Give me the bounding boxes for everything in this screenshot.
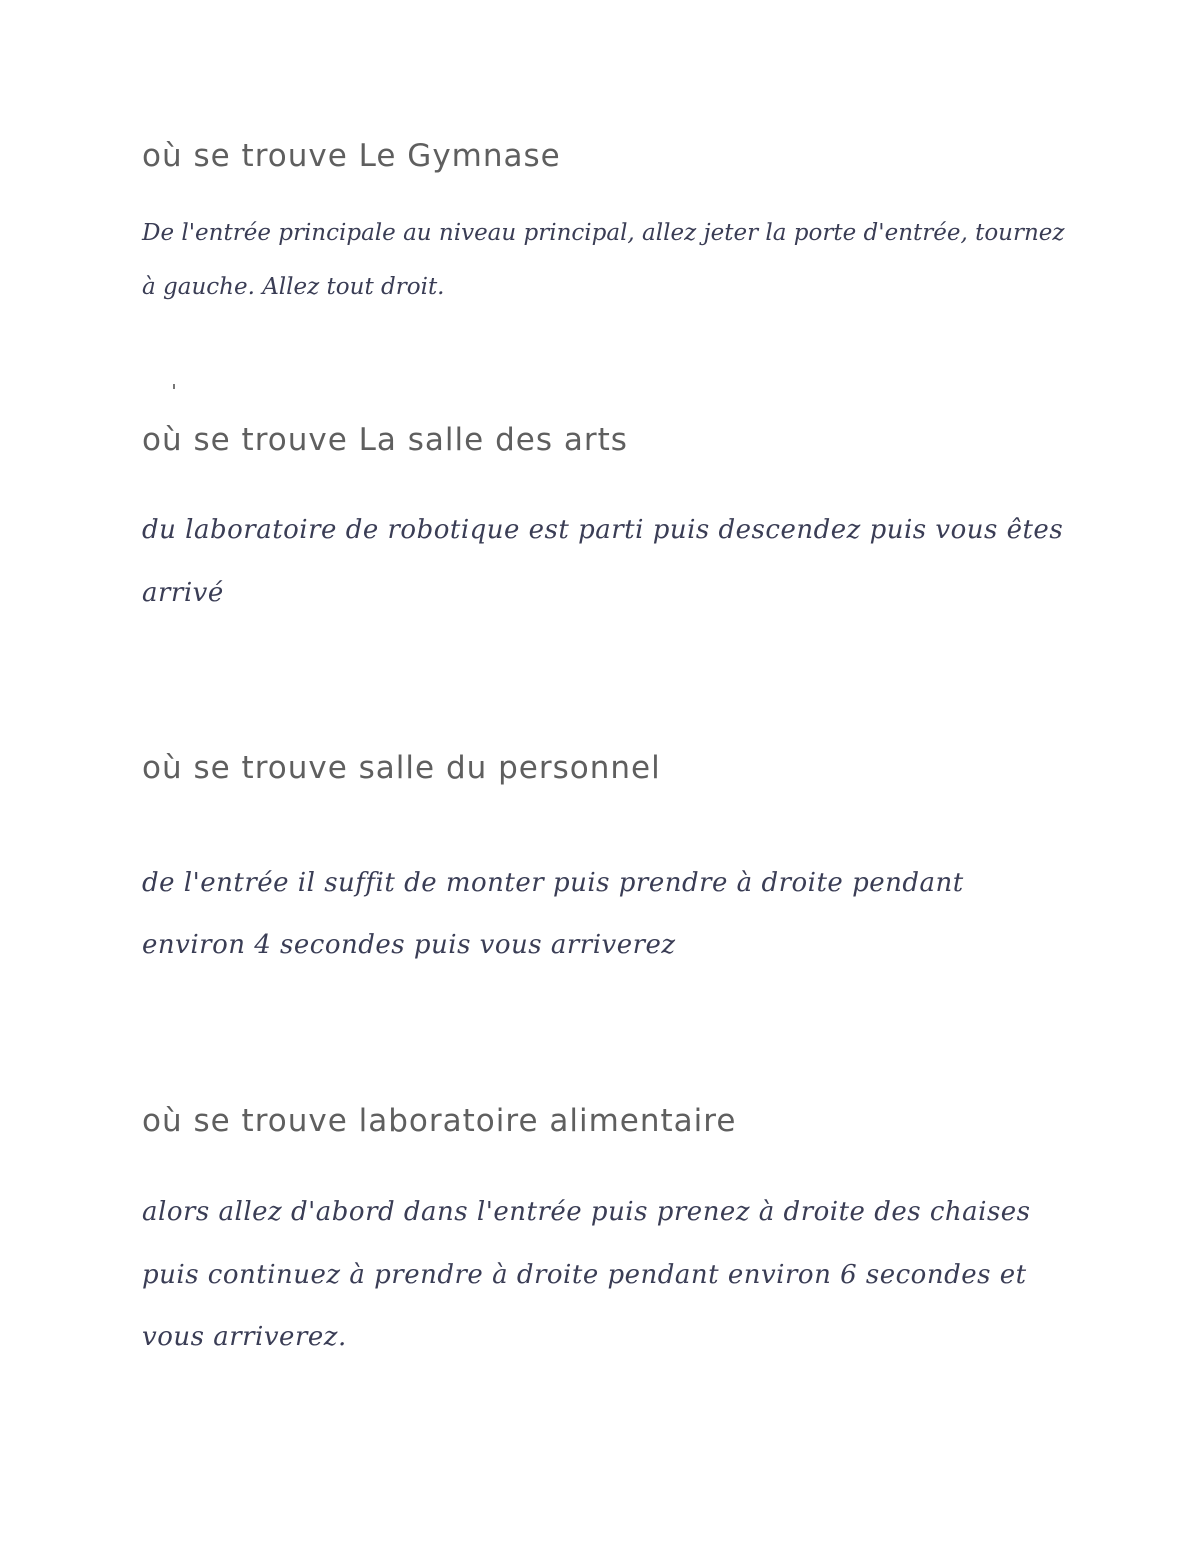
stray-mark (173, 384, 175, 389)
heading-gymnase: où se trouve Le Gymnase (142, 138, 561, 174)
text-gymnase-line-2: à gauche. Allez tout droit. (142, 274, 445, 300)
text-alimentaire-line-2: puis continuez à prendre à droite pendant environ 6 secondes et (142, 1260, 1027, 1290)
text-gymnase-line-1: De l'entrée principale au niveau principal, allez jeter la porte d'entrée, tournez (142, 220, 1065, 246)
text-personnel-line-1: de l'entrée il suffit de monter puis prendre à droite pendant (142, 868, 964, 898)
text-personnel-line-2: environ 4 secondes puis vous arriverez (142, 930, 676, 960)
text-arts-line-1: du laboratoire de robotique est parti puis descendez puis vous êtes (142, 515, 1064, 545)
text-alimentaire-line-3: vous arriverez. (142, 1322, 347, 1352)
text-alimentaire-line-1: alors allez d'abord dans l'entrée puis prenez à droite des chaises (142, 1197, 1031, 1227)
heading-salle-du-personnel: où se trouve salle du personnel (142, 750, 661, 786)
heading-laboratoire-alimentaire: où se trouve laboratoire alimentaire (142, 1103, 737, 1139)
text-arts-line-2: arrivé (142, 578, 224, 608)
heading-salle-des-arts: où se trouve La salle des arts (142, 422, 628, 458)
